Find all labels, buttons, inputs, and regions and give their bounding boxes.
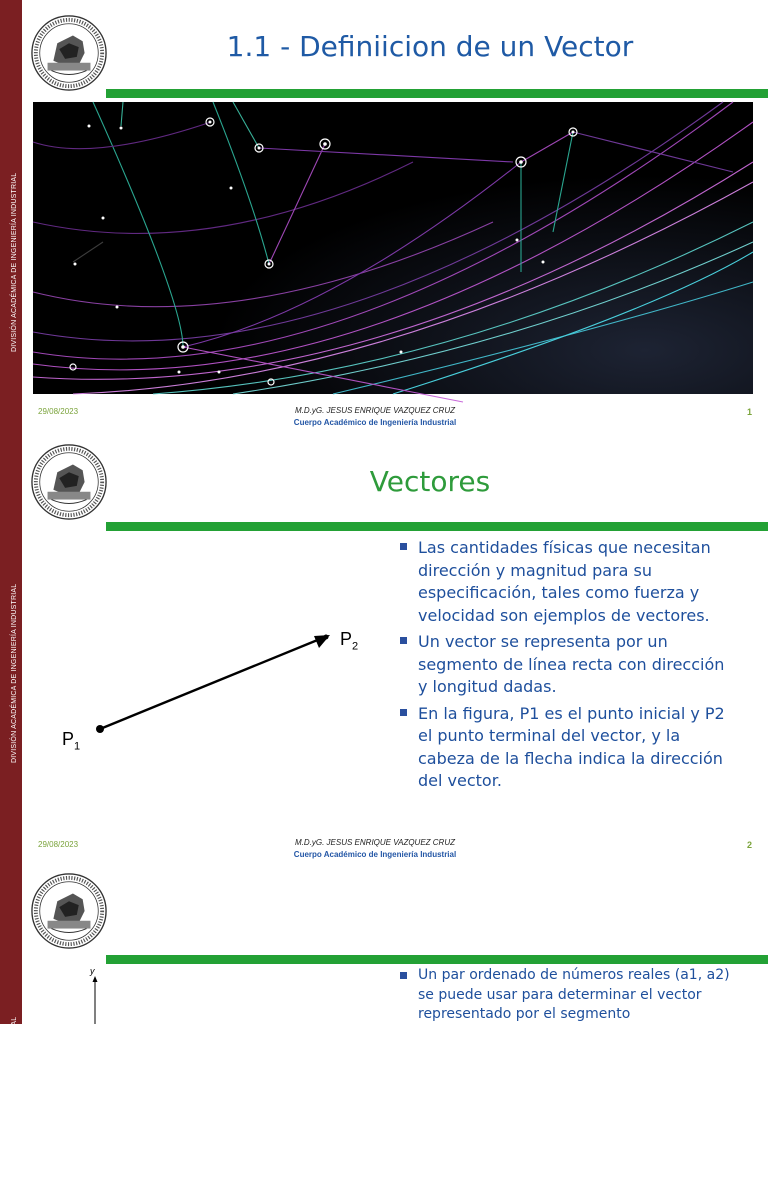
axis-arrow-icon — [93, 976, 98, 982]
point-p2-label: $P_2$ — [340, 629, 359, 653]
slide-title: Vectores — [369, 465, 491, 498]
sidebar-label: DIVISIÓN ACADÉMICA DE INGENIERÍA INDUSTRIAL — [11, 172, 18, 352]
y-axis — [88, 976, 102, 1024]
slide-2 — [0, 433, 768, 866]
network-lines-image — [33, 102, 753, 394]
title-divider — [106, 522, 768, 531]
slide-number: 2 — [746, 840, 752, 850]
footer-date: 29/08/2023 — [38, 840, 79, 849]
bullet-item: En la figura, P1 es el punto inicial y P2 el punto terminal del vector, y la cabeza de la flecha indica la dirección del vector. — [396, 703, 736, 793]
sidebar-label: DIVISIÓN ACADÉMICA DE INGENIERÍA INDUSTRIAL — [11, 1016, 18, 1196]
slide-number: 1 — [746, 407, 752, 417]
bullet-item: Un vector se representa por un segmento de línea recta con dirección y longitud dadas. — [396, 631, 736, 699]
point-p1-label: $P_1$ — [62, 729, 81, 753]
start-point-dot — [96, 725, 104, 733]
bullet-item: Las cantidades físicas que necesitan dirección y magnitud para su especificación, tales como fuerza y velocidad son ejemplos de vectores. — [396, 537, 736, 627]
slide-sidebar — [0, 0, 22, 433]
vector-arrow-line — [100, 639, 320, 729]
slide-3 — [0, 866, 768, 1196]
institution-seal-logo — [30, 443, 108, 521]
institution-seal-logo — [30, 14, 108, 92]
title-divider — [106, 955, 768, 964]
slide-sidebar — [0, 433, 22, 866]
footer-author: M.D.yG. JESUS ENRIQUE VAZQUEZ CRUZ — [294, 838, 455, 847]
sidebar-label: DIVISIÓN ACADÉMICA DE INGENIERÍA INDUSTRIAL — [11, 583, 18, 763]
footer-date: 29/08/2023 — [38, 407, 79, 416]
title-divider — [106, 89, 768, 98]
footer-organization: Cuerpo Académico de Ingeniería Industrial — [293, 850, 457, 859]
footer-credits — [200, 405, 550, 429]
bullet-item: Un par ordenado de números reales (a1, a2) se puede usar para determinar el vector representado por el segmento — [396, 966, 736, 1025]
institution-seal-logo — [30, 872, 108, 950]
bullet-list — [396, 537, 736, 797]
vector-diagram — [50, 623, 370, 753]
footer-credits — [200, 837, 550, 861]
footer-author: M.D.yG. JESUS ENRIQUE VAZQUEZ CRUZ — [294, 406, 455, 415]
end-point-dot — [324, 635, 329, 640]
slide-title: 1.1 - Definiicion de un Vector — [226, 30, 634, 63]
bullet-list — [396, 966, 736, 1025]
footer-organization: Cuerpo Académico de Ingeniería Industrial — [293, 418, 457, 427]
y-axis-label: y — [90, 966, 95, 976]
slide-1 — [0, 0, 768, 433]
slide-sidebar — [0, 866, 22, 1196]
